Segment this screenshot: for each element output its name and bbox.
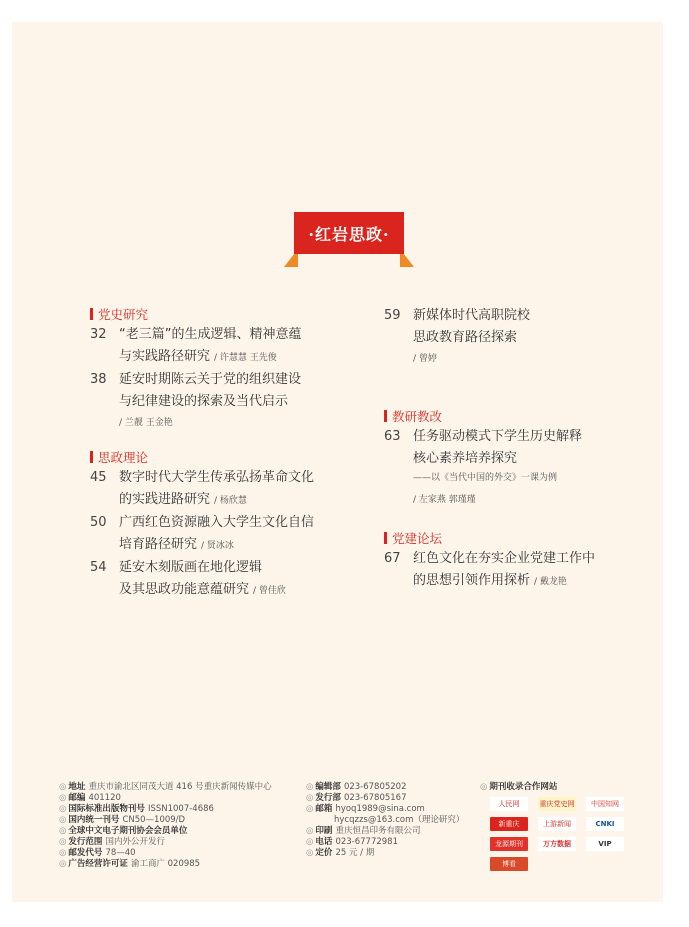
entry-title-line: 的思想引领作用探析 (413, 573, 531, 588)
entry-title-line: 数字时代大学生传承弘扬革命文化 (119, 470, 315, 485)
entry-subtitle: ——以《当代中国的外交》一课为例 (413, 473, 558, 483)
partner-logo-bookan[interactable]: 博看 (490, 857, 528, 871)
entry-author: / 贤冰冰 (201, 541, 234, 551)
footer-row: ◎ 邮编 401120 (59, 793, 121, 803)
entry-title-line: 延安时期陈云关于党的组织建设 (119, 372, 302, 387)
footer-row: ◎ 电话 023-67772981 (306, 837, 398, 847)
entry-author: / 曾佳欣 (253, 586, 286, 596)
entry-author: / 曾婷 (413, 354, 437, 364)
entry-title-line: 与纪律建设的探索及当代启示 (119, 394, 289, 409)
page-number: 50 (90, 515, 107, 530)
entry-title-line: 红色文化在夯实企业党建工作中 (413, 551, 596, 566)
section-heading-ideology-theory: 思政理论 (90, 448, 148, 466)
footer-row: ◎ 发行范围 国内外公开发行 (59, 837, 165, 847)
partner-logo-upstream-news[interactable]: 上游新闻 (538, 817, 576, 831)
entry-title-line: 任务驱动模式下学生历史解释 (413, 429, 583, 444)
footer-row: ◎ 定价 25 元 / 期 (306, 848, 375, 858)
section-banner (284, 212, 414, 272)
toc-entry[interactable] (90, 512, 350, 558)
entry-title-line: 核心素养培养探究 (413, 451, 518, 466)
footer-publication-info (59, 782, 272, 870)
footer-row: ◎ 地址 重庆市渝北区同茂大道 416 号重庆新闻传媒中心 (59, 782, 272, 792)
entry-title-line: 培育路径研究 (119, 537, 198, 552)
banner-title: ·红岩思政· (294, 212, 404, 254)
toc-entry[interactable] (90, 467, 350, 513)
partner-logo-longyuan[interactable]: 龙源期刊 (490, 837, 528, 851)
entry-title-line: 延安木刻版画在地化逻辑 (119, 560, 263, 575)
entry-title-line: 及其思政功能意蕴研究 (119, 582, 250, 597)
page-number: 38 (90, 372, 107, 387)
footer-row: ◎ 国际标准出版物刊号 ISSN1007-4686 (59, 804, 214, 814)
toc-entry[interactable] (384, 426, 644, 506)
footer-row: ◎ 邮箱 hyoq1989@sina.com (306, 804, 425, 814)
email-link[interactable]: hycqzzs@163.com（理论研究） (334, 815, 465, 825)
partner-logo-new-chongqing[interactable]: 新重庆 (490, 817, 528, 831)
partner-logo-vip[interactable]: VIP (586, 837, 624, 851)
entry-title-line: 广西红色资源融入大学生文化自信 (119, 515, 315, 530)
entry-author: / 杨欣慧 (214, 496, 247, 506)
entry-author: / 戴龙艳 (534, 577, 567, 587)
toc-entry[interactable] (90, 324, 350, 372)
toc-entry[interactable] (90, 557, 350, 603)
table-of-contents-page (12, 22, 663, 902)
page-number: 45 (90, 470, 107, 485)
entry-title-line: 与实践路径研究 (119, 349, 211, 364)
page-number: 32 (90, 327, 107, 342)
footer-contact-info (306, 782, 464, 859)
footer-row: ◎ 邮发代号 78—40 (59, 848, 136, 858)
footer-row: ◎ 编辑部 023-67805202 (306, 782, 407, 792)
entry-author: / 兰靓 王金艳 (119, 418, 173, 428)
partner-logo-cq-party-history[interactable]: 重庆党史网 (538, 797, 576, 811)
footer-row: ◎ 国内统一刊号 CN50—1009/D (59, 815, 186, 825)
footer-row: ◎ 印刷 重庆恒昌印务有限公司 (306, 826, 421, 836)
page-number: 67 (384, 551, 401, 566)
page-number: 54 (90, 560, 107, 575)
entry-title-line: 的实践进路研究 (119, 492, 211, 507)
toc-entry[interactable] (90, 369, 350, 429)
footer-row: ◎ 广告经营许可证 渝工商广 020985 (59, 859, 201, 869)
partner-logo-cnki-cn[interactable]: 中国知网 (586, 797, 624, 811)
entry-author: / 左家燕 郭瑾瑾 (413, 495, 476, 505)
partner-logo-people[interactable]: 人民网 (490, 797, 528, 811)
footer-row: ◎ 全球中文电子期刊协会会员单位 (59, 826, 188, 836)
partner-logo-wanfang[interactable]: 万方数据 (538, 837, 576, 851)
entry-title-line: “老三篇”的生成逻辑、精神意蕴 (119, 327, 302, 342)
footer-partner-sites: ◎ 期刊收录合作网站 (480, 782, 558, 792)
partner-sites-title: 期刊收录合作网站 (489, 782, 558, 792)
partner-logo-cnki[interactable]: CNKI (586, 817, 624, 831)
entry-author: / 许慧慧 王先俊 (214, 353, 277, 363)
toc-entry[interactable] (384, 548, 644, 594)
footer-row: ◎ 发行部 023-67805167 (306, 793, 407, 803)
email-link[interactable]: hyoq1989@sina.com (335, 804, 425, 814)
footer-row (306, 815, 464, 826)
toc-entry[interactable] (384, 305, 634, 365)
page-number: 63 (384, 429, 401, 444)
section-heading-party-building: 党建论坛 (384, 529, 442, 547)
entry-title-line: 思政教育路径探索 (413, 330, 518, 345)
section-heading-teaching-reform: 教研教改 (384, 407, 442, 425)
page-number: 59 (384, 308, 401, 323)
entry-title-line: 新媒体时代高职院校 (413, 308, 531, 323)
section-heading-party-history: 党史研究 (90, 305, 148, 323)
